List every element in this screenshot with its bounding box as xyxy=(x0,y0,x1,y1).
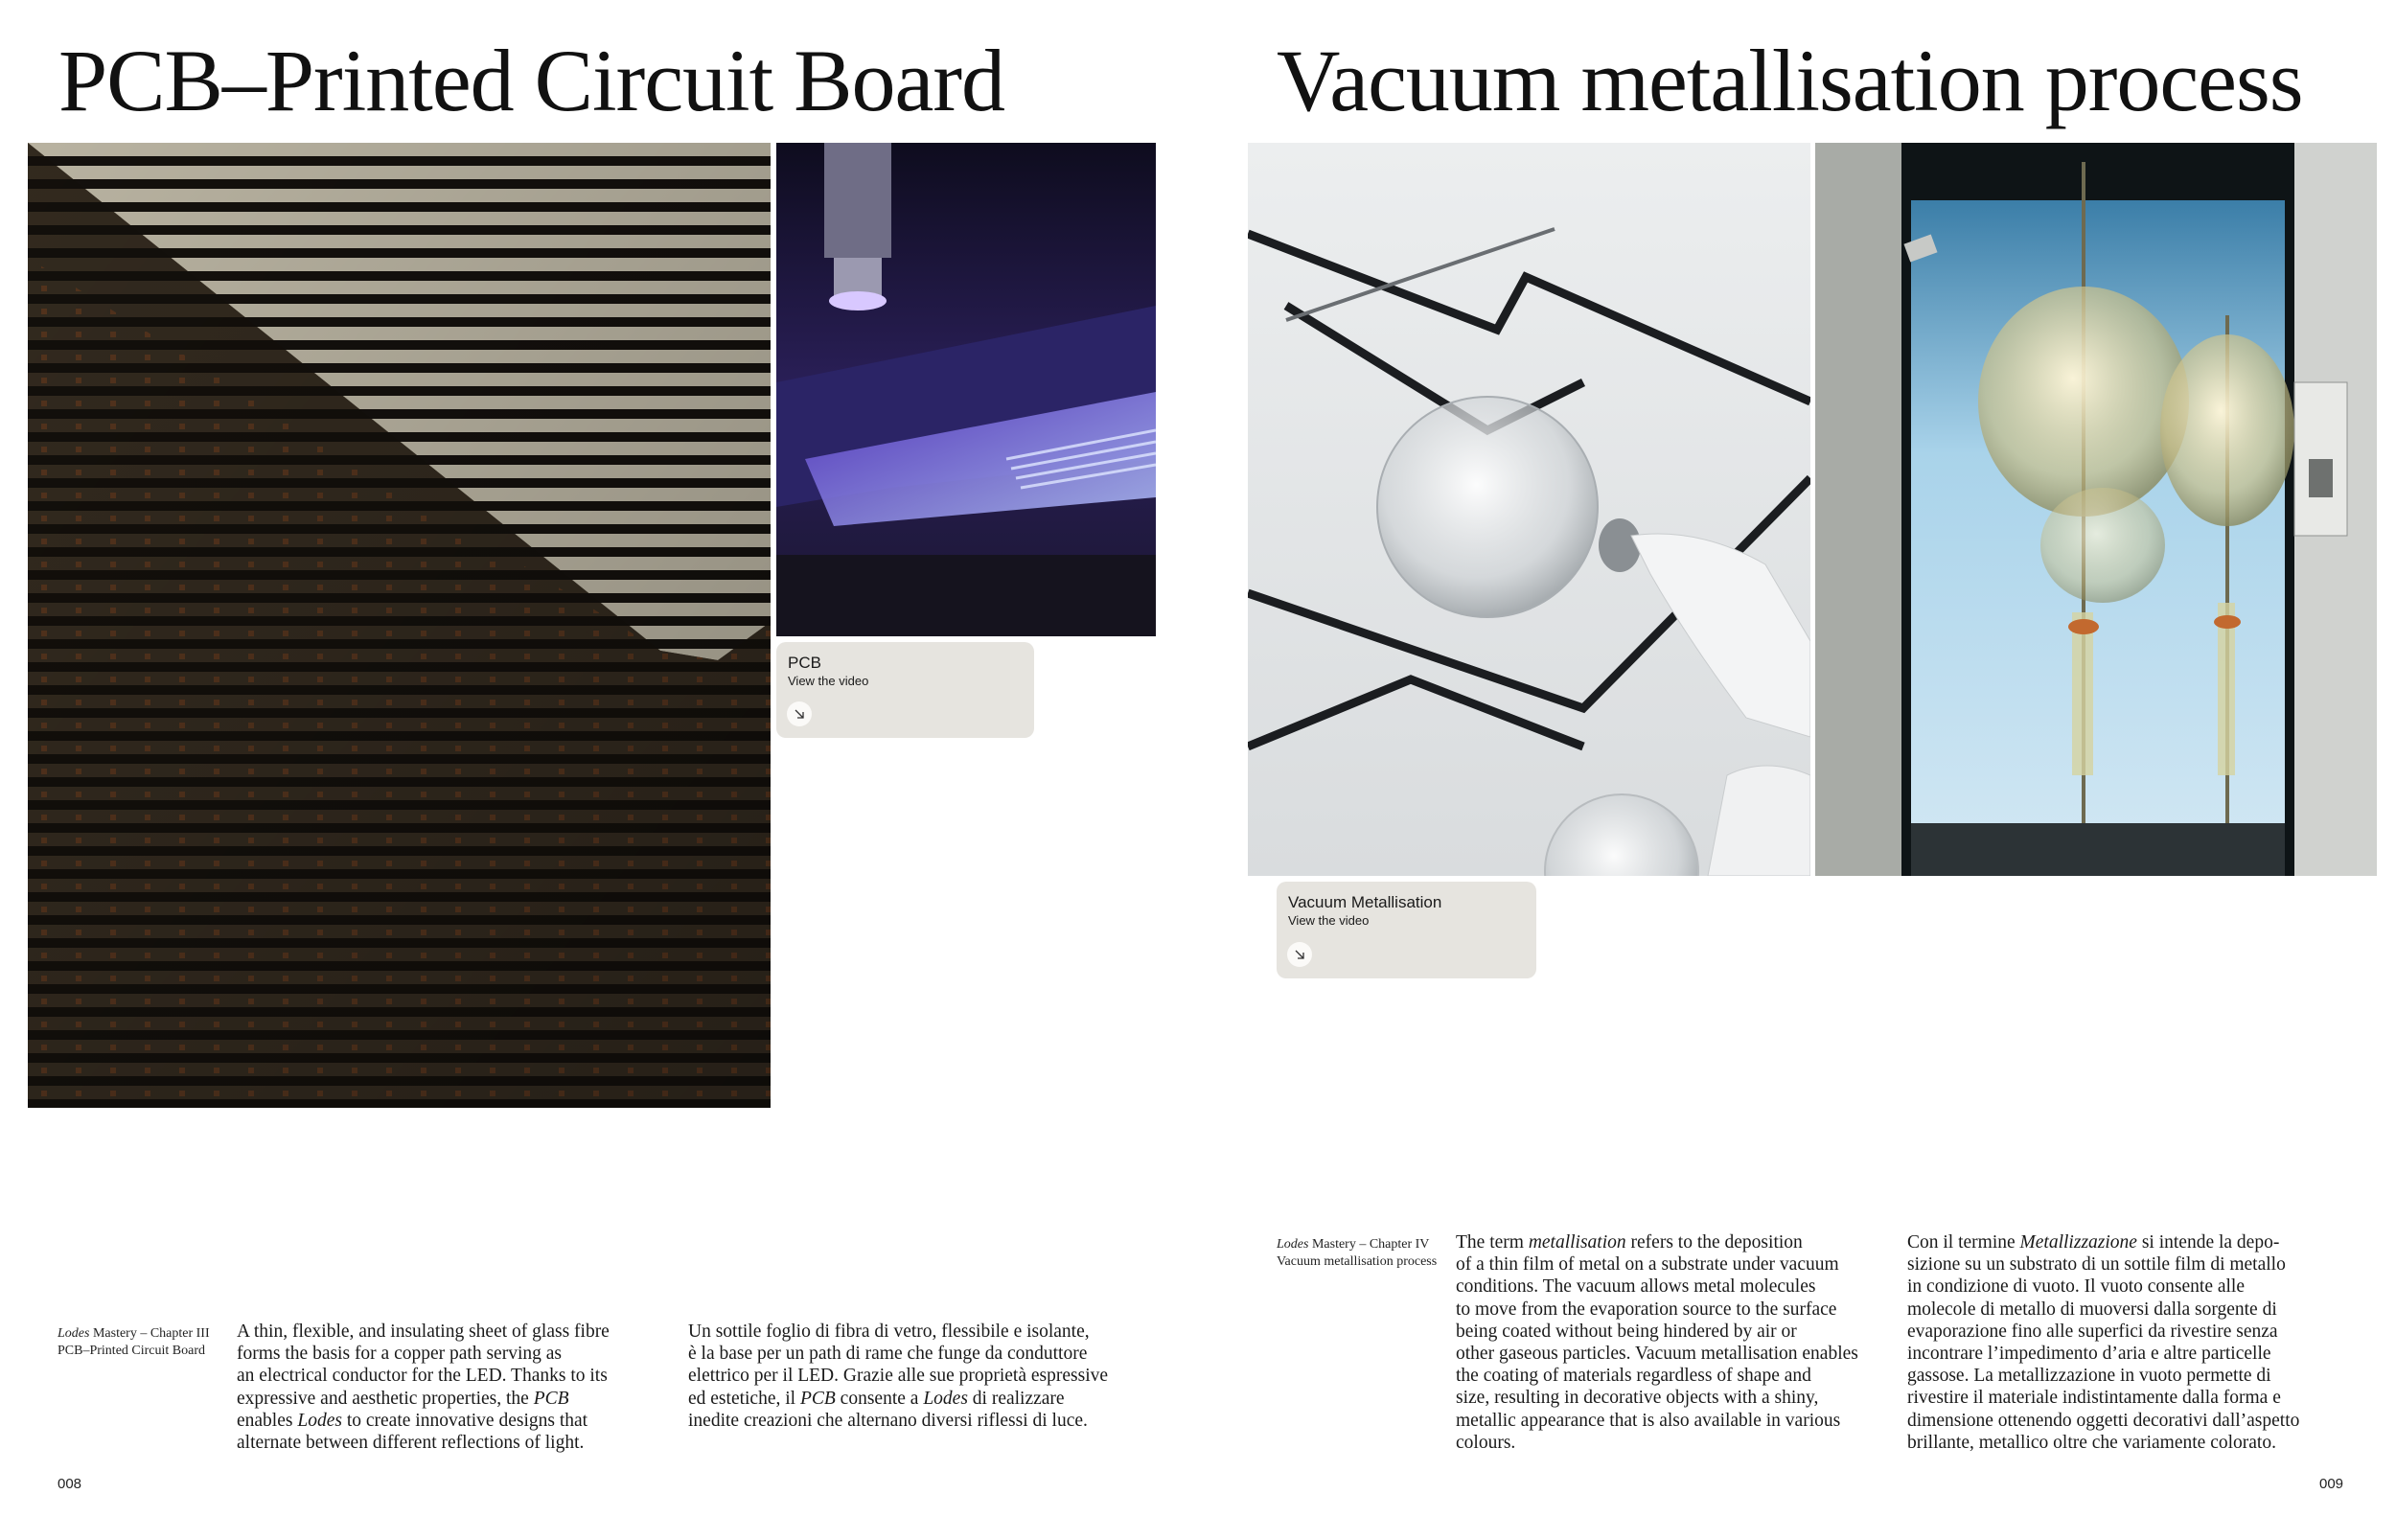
video-card-title: Vacuum Metallisation xyxy=(1288,893,1442,911)
body-text-en-right: The term metallisation refers to the deposition of a thin film of metal on a substrate under vacuum conditions. The vacuum allows metal molecules to move from the evaporation source to the surface being coated without being hindered by air or other gaseous particles. Vacuum metallisation enables the coating of materials regardless of shape and size, resulting in decorative objects with a shiny, metallic appearance that is also available in various colours. xyxy=(1456,1232,1858,1453)
vacuum-chamber-photo xyxy=(1815,143,2377,876)
video-card-title: PCB xyxy=(788,654,821,672)
caption-brand: Lodes xyxy=(58,1326,90,1341)
pcb-stripes-photo xyxy=(28,143,771,1108)
body-text-it-right: Con il termine Metallizzazione si intende la depo- sizione su un substrato di un sottile film di metallo in condizione di vuoto. Il vuoto consente alle molecole di metallo di muoversi dalla sorgente di evaporazione fino alle superfici da rivestire senza incontrare l’impedimento d’aria e altre particelle gassose. La metallizzazione in vuoto permette di rivestire il materiale indistintamente dalla forma e dimensione ottenendo oggetti decorativi dall’aspetto brillante, metallico oltre che variamente colorato. xyxy=(1907,1232,2300,1453)
chapter-caption-left xyxy=(58,1325,210,1360)
caption-section: Vacuum metallisation process xyxy=(1277,1254,1438,1269)
caption-brand: Lodes xyxy=(1277,1237,1309,1252)
video-card-subtitle: View the video xyxy=(788,674,869,688)
page-number-left: 008 xyxy=(58,1476,82,1492)
caption-chapter: Mastery – Chapter IV xyxy=(1308,1237,1430,1252)
page-title-right: Vacuum metallisation process xyxy=(1277,32,2303,129)
vacuum-metallisation-video-card[interactable] xyxy=(1277,882,1536,978)
glass-globe-photo xyxy=(1248,143,1810,876)
chapter-caption-right xyxy=(1277,1236,1437,1271)
caption-section: PCB–Printed Circuit Board xyxy=(58,1344,205,1358)
body-text-en-left: A thin, flexible, and insulating sheet of glass fibre forms the basis for a copper path serving as an electrical conductor for the LED. Thanks to its expressive and aesthetic properties, the PCB enables Lodes to create innovative designs that alternate between different reflections of light. xyxy=(237,1322,610,1454)
page-number-right: 009 xyxy=(2319,1476,2344,1492)
caption-chapter: Mastery – Chapter III xyxy=(89,1326,210,1341)
pcb-machine-photo xyxy=(776,143,1156,636)
video-card-subtitle: View the video xyxy=(1288,913,1370,928)
body-text-it-left: Un sottile foglio di fibra di vetro, flessibile e isolante, è la base per un path di rame che funge da conduttore elettrico per il LED. Grazie alle sue proprietà espressive ed estetiche, il PCB consente a Lodes di realizzare inedite creazioni che alternano diversi riflessi di luce. xyxy=(688,1322,1109,1431)
pcb-video-card[interactable] xyxy=(776,642,1034,738)
page-title-left: PCB–Printed Circuit Board xyxy=(58,32,1004,129)
arrow-down-right-icon[interactable] xyxy=(1287,942,1312,967)
arrow-down-right-icon[interactable] xyxy=(787,701,812,726)
